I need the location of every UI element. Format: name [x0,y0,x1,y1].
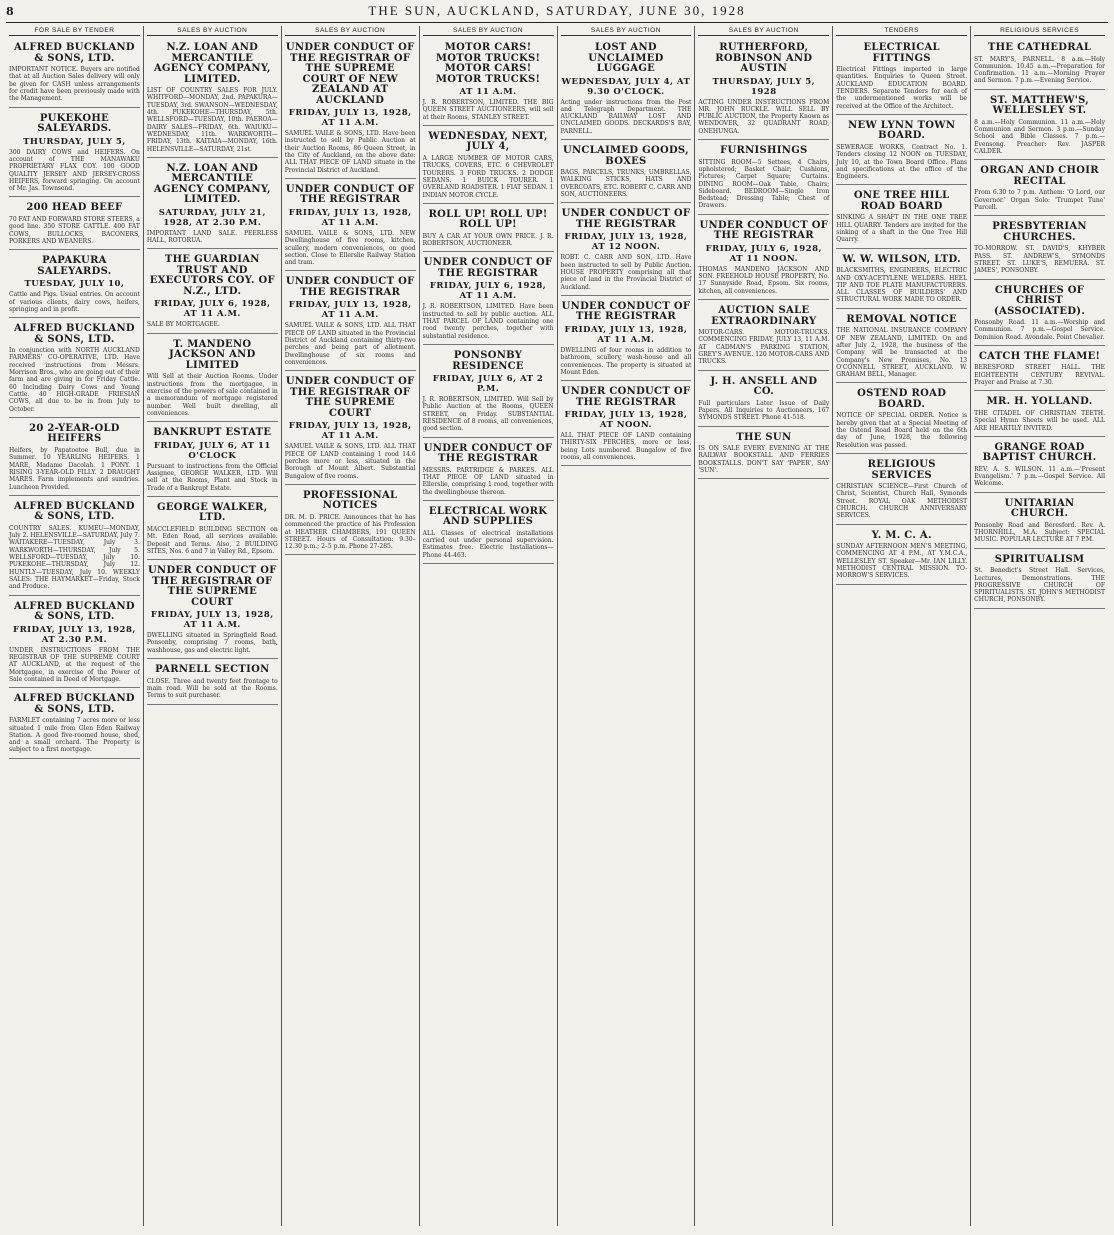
advertisement [285,487,416,556]
ad-body: 300 DAIRY COWS and HEIFERS. On account of THE MANAWAKU PROPRIETARY FLAX COY. 100 GOOD QUALITY JERSEY AND JERSEY-CROSS HEIFERS, forward springing. On account of Mr. Jas. Townsend. [9,148,140,193]
advertisement [561,205,692,296]
ad-date: FRIDAY, JULY 13, 1928, AT 11 A.M. [288,207,412,228]
ad-body: BUY A CAR AT YOUR OWN PRICE. J. R. ROBERTSON, AUCTIONEER. [422,232,554,248]
ad-body: SALE BY MORTGAGEE. [146,321,220,329]
ad-date: WEDNESDAY, JULY 4, AT 9.30 O'CLOCK. [561,76,691,97]
advertisement [836,39,967,115]
ad-heading: W. W. WILSON, LTD. [842,253,961,265]
ad-heading: UNDER CONDUCT OF THE REGISTRAR [423,442,553,465]
ad-date: TUESDAY, JULY 10, [24,279,125,290]
ad-body: SITTING ROOM—5 Settees, 4 Chairs, upholstered; Basket Chair; Cushions, Pictures; Carpet Square; Curtains. DINING ROOM—Oak Table, Chairs; Sideboard. BEDROOM—Single Iron Bedstead; Dressing Table; Chest of Drawers. [698,158,830,210]
masthead-title: THE SUN, AUCKLAND, SATURDAY, JUNE 30, 1928 [368,3,746,18]
advertisement [9,320,140,418]
ad-heading: UNDER CONDUCT OF THE REGISTRAR OF THE SUPREME COURT [285,376,415,419]
advertisement [974,439,1105,493]
ad-heading: FURNISHINGS [720,145,808,157]
ad-body: MESSRS. PARTRIDGE & PARKES. ALL THAT PIECE OF LAND situated in Ellerslie, comprising 1 rood, together with the dwellinghouse thereon. [422,466,554,496]
ad-date: FRIDAY, JULY 13, 1928, AT 11 A.M. [288,421,412,442]
column-4 [420,26,558,1226]
advertisement [9,598,140,689]
ad-heading: UNDER CONDUCT OF THE REGISTRAR OF THE SUPREME COURT [147,565,277,608]
ad-heading: 200 HEAD BEEF [26,202,123,214]
ad-heading: NEW LYNN TOWN BOARD. [848,119,956,142]
ad-date: FRIDAY, JULY 13, 1928, AT 11 A.M. [150,610,274,631]
ad-body: IMPORTANT NOTICE. Buyers are notified that at all Auction Sales delivery will only be given for CASH unless arrangements for credit have been previously made with the Management. [9,66,140,103]
ad-body: Cattle and Pigs. Usual entries. On account of various clients, dairy cows, heifers, springing and in profit. [9,291,140,313]
advertisement [147,336,278,422]
ad-heading: MOTOR CARS! MOTOR TRUCKS! MOTOR CARS! MOTOR TRUCKS! [435,42,541,85]
ad-date: AT 11 A.M. [459,87,517,97]
advertisement [423,503,554,564]
ad-heading: UNDER CONDUCT OF THE REGISTRAR [285,276,415,298]
masthead [6,0,1108,23]
ad-heading: UNITARIAN CHURCH. [1004,497,1075,520]
ad-body: LIST OF COUNTRY SALES FOR JULY. WHITFORD—MONDAY, 2nd. PAPAKURA—TUESDAY, 3rd. SWANSON—WEDNESDAY, 4th. PUKEKOHE—THURSDAY, 5th. WELLSFORD—TUESDAY, 10th. PAEROA—DAIRY SALES—FRIDAY, 6th. WAIUKU—WEDNESDAY, 11th. WARKWORTH—FRIDAY, 13th. KAITAIA—MONDAY, 16th. HELENSVILLE—SATURDAY, 21st. [146,87,278,153]
advertisement [147,251,278,333]
ad-heading: UNDER CONDUCT OF THE REGISTRAR [561,386,691,408]
ad-heading: ALFRED BUCKLAND & SONS, LTD. [13,42,135,64]
ad-heading: CHURCHES OF CHRIST (ASSOCIATED). [994,284,1086,317]
column-2 [144,26,282,1226]
ad-heading: PAPAKURA SALEYARDS. [37,255,112,277]
column-header: FOR SALE BY TENDER [9,26,140,36]
advertisement [9,252,140,318]
advertisement [974,393,1105,436]
ad-body: IMPORTANT LAND SALE. PEERLESS HALL, ROTORUA. [146,229,278,245]
columns [6,26,1108,1226]
advertisement [9,110,140,198]
ad-heading: ELECTRICAL WORK AND SUPPLIES [428,505,548,528]
ad-body: THE CITADEL OF CHRISTIAN TEETH. Special Hymn Sheets will be used. ALL ARE HEARTILY INVITED. [974,409,1105,432]
advertisement [698,302,829,371]
advertisement [561,383,692,466]
advertisement [698,142,829,215]
ad-body: BLACKSMITHS, ENGINEERS, ELECTRIC AND OXY-ACETYLENE WELDERS. HEEL TIP AND TOE PLATE MANUFACTURERS. ALL CLASSES OF BUILDERS' AND STRUCTURAL WORK MADE TO ORDER. [836,267,968,304]
ad-heading: T. MANDENO JACKSON AND LIMITED [169,338,256,371]
column-1 [6,26,144,1226]
advertisement [9,420,140,496]
ad-body: Ponsonby Road and Beresford. Rev. A. THORNHILL, M.A. Subject: SPECIAL MUSIC. POPULAR LECTURE AT 7 P.M. [974,521,1105,544]
advertisement [561,39,692,140]
ad-body: MOTOR-CARS. MOTOR-TRUCKS. COMMENCING FRIDAY, JULY 13, 11 A.M. AT CADMAN'S PARKING STATION, GREY'S AVENUE. 120 MOTOR-CARS AND TRUCKS. [698,329,830,366]
advertisement [285,39,416,179]
ad-date: THURSDAY, JULY 5, 1928 [712,76,816,97]
ad-body: MACCLEFIELD BUILDING SECTION on Mt. Eden Road, all services available. Deposit and Terms. Also, 2 BUILDING SITES, Nos. 6 and 7 in Valley Rd., Epsom. [146,525,278,555]
advertisement [423,254,554,345]
column-header: SALES BY AUCTION [698,26,829,36]
column-header: RELIGIOUS SERVICES [974,26,1105,36]
advertisement [9,498,140,596]
advertisement [974,218,1105,279]
ad-heading: UNCLAIMED GOODS, BOXES [562,145,689,167]
ad-body: Ponsonby Road. 11 a.m.—Worship and Communion. 7 p.m.—Gospel Service. Dominion Road. Avondale. Point Chevalier. [974,319,1105,341]
ad-heading: MR. H. YOLLAND. [986,396,1093,408]
ad-body: SEWERAGE WORKS, Contract No. 1. Tenders closing 12 NOON on TUESDAY, July 10, at the Town Board Office. Plans and specifications at the office of the Engineers. [836,143,968,181]
ad-heading: 20 2-YEAR-OLD HEIFERS [29,422,120,445]
advertisement [698,373,829,427]
ad-body: J. R. ROBERTSON, LIMITED. Will Sell by Public Auction at the Rooms, QUEEN STREET, on Friday. SUBSTANTIAL RESIDENCE of 8 rooms, all conveniences, good section. [422,396,554,433]
ad-heading: UNDER CONDUCT OF THE REGISTRAR [561,208,691,230]
ad-body: ACTING UNDER INSTRUCTIONS FROM MR. JOHN RUCKLE. WILL SELL BY PUBLIC AUCTION, the Property Known as WENDOVER, 32 QUADRANT ROAD, ONEHUNGA. [698,98,830,135]
advertisement [285,273,416,371]
advertisement [147,499,278,560]
ad-body: Heifers, by Papatoetoe Bull, due in Summer. 10 YEARLING HEIFERS. 1 MARE, Madame Dacolah. 1 PONY. 1 RISING 3-YEAR-OLD FILLY. 2 DRAUGHT MARES. Farm implements and sundries. Luncheon Provided. [9,446,140,491]
ad-body: SAMUEL VAILE & SONS, LTD. Have been instructed to sell by Public Auction at their Auction Rooms, 86 Queen Street, in the City of Auckland, on the above date: ALL THAT PIECE OF LAND situate in the Provincial District of Auckland. [284,130,416,174]
ad-body: DR. M. D. PRICE. Announces that he has commenced the practice of his Profession at HEATHER CHAMBERS, 191 QUEEN STREET. Hours of Consultation: 9.30–12.30 p.m.; 2–5 p.m. Phone 27-285. [284,513,416,551]
ad-heading: UNDER CONDUCT OF THE REGISTRAR [423,257,553,279]
ad-body: Full particulars Later Issue of Daily Papers. All Inquiries to Auctioneers. 167 SYMONDS STREET. Phone 41-518. [698,399,830,422]
advertisement [147,424,278,497]
ad-body: ALL Classes of electrical installations carried out under personal supervision. Estimates free. Electric Installations—Phone 44-463. [422,529,554,559]
ad-heading: N.Z. LOAN AND MERCANTILE AGENCY COMPANY, LIMITED. [153,162,271,206]
column-header: SALES BY AUCTION [561,26,692,36]
ad-heading: UNDER CONDUCT OF THE REGISTRAR [561,300,691,323]
ad-body: COUNTRY SALES. KUMEU—MONDAY, July 2. HELENSVILLE—SATURDAY, July 7. WAITAKERE—TUESDAY, July 3. WARKWORTH—THURSDAY, July 5. WELLSFORD—TUESDAY, July 10. PUKEKOHE—THURSDAY, July 12. HUNTLY—TUESDAY, July 10. WEEKLY SALES: THE HAYMARKET—Friday, Stock and Produce. [9,524,140,591]
ad-heading: THE SUN [736,431,792,443]
advertisement [147,160,278,250]
advertisement [147,39,278,158]
ad-body: CLOSE. Three and twenty feet frontage to main road. Will be sold at the Rooms. Terms to suit purchaser. [146,677,278,700]
advertisement [9,690,140,759]
ad-date: SATURDAY, JULY 21, 1928, AT 2.30 P.M. [158,207,266,228]
ad-heading: UNDER CONDUCT OF THE REGISTRAR [699,219,829,242]
ad-body: SINKING A SHAFT IN THE ONE TREE HILL QUARRY. Tenders are invited for the sinking of a shaft in the One Tree Hill Quarry. [836,214,968,244]
ad-body: Will Sell at their Auction Rooms. Under instructions from the mortgagee, in exercise of the powers of sale contained in a memorandum of mortgage registered number. Well built dwelling, all conveniences. [146,373,278,417]
ad-heading: ALFRED BUCKLAND & SONS, LTD. [13,600,135,623]
ad-heading: ONE TREE HILL ROAD BOARD [853,190,950,212]
ad-heading: THE CATHEDRAL [987,42,1092,53]
ad-heading: AUCTION SALE EXTRAORDINARY [711,305,817,327]
advertisement [836,117,967,186]
ad-body: ST. MARY'S, PARNELL. 8 a.m.—Holy Communion. 10.45 a.m.—Preparation for Confirmation. 11 a.m.—Morning Prayer and Sermon. 7 p.m.—Evening Service. [974,55,1105,85]
ad-body: IS ON SALE EVERY EVENING AT THE RAILWAY BOOKSTALL AND FERRIES BOOKSTALLS. DON'T SAY 'PAPER', SAY 'SUN'. [698,445,830,474]
advertisement [423,206,554,253]
ad-heading: LOST AND UNCLAIMED LUGGAGE [588,42,664,74]
ad-heading: PARNELL SECTION [155,664,270,676]
ad-body: DWELLING of four rooms in addition to bathroom, scullery, wash-house and all conveniences. The property is situated at Mount Eden. [560,346,692,376]
ad-date: FRIDAY, JULY 6, 1928, AT 11 NOON. [705,243,822,264]
ad-body: FARMLET containing 7 acres more or less situated 1 mile from Glen Eden Railway Station. A good five-roomed house, shed, and a small orchard. The Property is subject to a first mortgage. [9,717,140,754]
advertisement [423,347,554,438]
ad-date: FRIDAY, JULY 6, 1928, AT 11 A.M. [429,281,547,302]
ad-body: THOMAS MANDENO JACKSON AND SON. FREEHOLD HOUSE PROPERTY, No. 17 Sunnyside Road, Epsom. Six rooms, kitchen, all conveniences. [698,265,830,295]
column-6 [695,26,833,1226]
ad-heading: CATCH THE FLAME! [978,350,1101,362]
ad-date: FRIDAY, JULY 6, AT 2 P.M. [432,374,544,394]
advertisement [285,373,416,485]
advertisement [836,187,967,248]
column-3 [282,26,420,1226]
ad-date: FRIDAY, JULY 13, 1928, AT 2.30 P.M. [13,624,136,645]
ad-body: REV. A. S. WILSON. 11 a.m.—'Present Evangelism.' 7 p.m.—Gospel Service. All Welcome. [974,465,1105,488]
ad-body: SAMUEL VAILE & SONS, LTD. ALL THAT PIECE OF LAND situated in the Provincial District of Auckland containing thirty-two perches and being part of allotment. Dwellinghouse of six rooms and conveniences. [284,322,416,366]
ad-heading: PONSONBY RESIDENCE [452,350,524,372]
column-8 [971,26,1108,1226]
ad-heading: PRESBYTERIAN CHURCHES. [992,221,1087,243]
advertisement [974,551,1105,609]
column-header: SALES BY AUCTION [423,26,554,36]
ad-heading: Y. M. C. A. [871,529,932,541]
ad-body: Acting under instructions from the Post and Telegraph Department. THE AUCKLAND RAILWAY LOST AND UNCLAIMED GOODS. DECKARDS'S BAY, PARNELL. [560,98,692,135]
advertisement [974,162,1105,216]
ad-heading: RUTHERFORD, ROBINSON AND AUSTIN [715,42,813,74]
advertisement [147,562,278,659]
advertisement [836,527,967,585]
ad-body: CHRISTIAN SCIENCE—First Church of Christ, Scientist, Church Hall, Symonds Street. ROYAL OAK METHODIST CHURCH. CHURCH ANNIVERSARY SERVICES. [836,483,968,520]
ad-date: FRIDAY, JULY 6, AT 11 O'CLOCK [153,440,271,461]
advertisement [698,217,829,300]
ad-heading: GEORGE WALKER, LTD. [157,501,268,524]
advertisement [147,661,278,704]
ad-body: DWELLING situated in Springfield Road. Ponsonby, comprising 7 rooms, bath, washhouse, gas and electric light. [146,632,278,654]
ad-heading: ALFRED BUCKLAND & SONS, LTD. [13,500,135,523]
advertisement [423,39,554,126]
ad-heading: J. H. ANSELL AND CO. [710,375,818,398]
ad-heading: ALFRED BUCKLAND & SONS, LTD. [13,323,135,345]
ad-date: FRIDAY, JULY 6, 1928, AT 11 A.M. [154,299,271,320]
ad-heading: RELIGIOUS SERVICES [867,459,936,481]
column-7 [833,26,971,1226]
ad-heading: ALFRED BUCKLAND & SONS, LTD. [13,693,135,715]
advertisement [974,92,1105,161]
ad-body: TO-MORROW. ST. DAVID'S, KHYBER PASS. ST. ANDREW'S, SYMONDS STREET. ST. LUKE'S, REMUERA. ST. JAMES', PONSONBY. [974,245,1105,275]
ad-body: In conjunction with NORTH AUCKLAND FARMERS' CO-OPERATIVE, LTD. Have received instructions from Messrs. Morrison Bros., who are going out of their farm and are giving in for Friday Cattle. 60 Including Dairy Cows and Young Cattle. 40 HIGH-GRADE FRIESIAN COWS, all due to be in from July to October. [9,347,140,413]
ad-date: FRIDAY, JULY 13, 1928, AT 12 NOON. [564,232,688,253]
ad-heading: N.Z. LOAN AND MERCANTILE AGENCY COMPANY, LIMITED. [153,42,271,85]
ad-date: FRIDAY, JULY 13, 1928, AT 11 A.M. [564,324,688,345]
advertisement [423,440,554,501]
ad-heading: ORGAN AND CHOIR RECITAL [980,165,1099,187]
advertisement [561,142,692,203]
ad-heading: PROFESSIONAL NOTICES [302,489,398,512]
ad-body: NOTICE OF SPECIAL ORDER. Notice is hereby given that at a Special Meeting of the Ostend Road Board held on the 6th day of June, 1928, the following Resolution was passed. [836,412,968,449]
advertisement [974,282,1105,346]
ad-heading: THE GUARDIAN TRUST AND EXECUTORS COY. OF N.Z., LTD. [149,254,275,297]
ad-heading: ROLL UP! ROLL UP! ROLL UP! [428,208,548,231]
ad-body: BAGS, PARCELS, TRUNKS, UMBRELLAS, WALKING STICKS, HATS AND OVERCOATS, ETC. ROBERT C. CARR AND SON, AUCTIONEERS. [560,169,692,198]
ad-body: Pursuant to instructions from the Official Assignee, GEORGE WALKER, LTD. Will sell at the Rooms, Plant and Stock in Trade of a Bankrupt Estate. [146,462,278,492]
ad-body: ALL THAT PIECE OF LAND containing THIRTY-SIX PERCHES, more or less, being Lots numbered. Bungalow of five rooms, all conveniences. [560,432,692,462]
ad-body: SUNDAY AFTERNOON MEN'S MEETING, COMMENCING AT 4 P.M., AT Y.M.C.A., WELLESLEY ST. Speaker—Mr. IAN LILLY. METHODIST CENTRAL MISSION. TO-MORROW'S SERVICES. [836,543,968,580]
column-header: SALES BY AUCTION [285,26,416,36]
advertisement [9,39,140,108]
advertisement [285,181,416,272]
ad-heading: SPIRITUALISM [994,553,1085,565]
ad-body: J. R. ROBERTSON, LIMITED. THE BIG QUEEN STREET AUCTIONEERS, will sell at their Rooms, STANLEY STREET. [422,99,554,121]
advertisement [974,39,1105,90]
ad-body: 8 a.m.—Holy Communion. 11 a.m.—Holy Communion and Sermon. 3 p.m.—Sunday School and Bible Classes. 7 p.m.—Evensong. Preacher: Rev. JASPER CALDER. [974,118,1105,155]
advertisement [836,456,967,525]
column-header: SALES BY AUCTION [147,26,278,36]
page-number: 8 [6,4,14,18]
ad-body: A LARGE NUMBER OF MOTOR CARS, TRUCKS, COVERS, ETC. 6 CHEVROLET TOURERS. 3 FORD TRUCKS. 2 DODGE SEDANS. 1 BUICK TOURER. 1 OVERLAND ROADSTER. 1 FIAT SEDAN. 1 INDIAN MOTOR CYCLE. [422,154,554,199]
ad-body: UNDER INSTRUCTIONS FROM THE REGISTRAR OF THE SUPREME COURT AT AUCKLAND, at the request of the Mortgagee, in exercise of the Power of Sale contained in Deed of Mortgage. [9,646,140,683]
column-5 [558,26,696,1226]
ad-heading: PUKEKOHE SALEYARDS. [37,112,112,135]
ad-body: Electrical Fittings imported in large quantities. Enquiries to Queen Street. AUCKLAND EDUCATION BOARD. TENDERS. Separate Tenders for each of the undermentioned works will be received at the Office of the Architect. [836,66,968,110]
ad-heading: WEDNESDAY, NEXT, JULY 4, [428,130,548,153]
advertisement [561,298,692,381]
ad-heading: UNDER CONDUCT OF THE REGISTRAR [285,183,415,206]
advertisement [836,251,967,309]
ad-body: 70 FAT AND FORWARD STORE STEERS, a good line. 350 STORE CATTLE. 400 FAT COWS, BULLOCKS, BACONERS, PORKERS AND WEANERS. [9,215,140,245]
advertisement [836,311,967,384]
ad-heading: REMOVAL NOTICE [846,313,957,325]
advertisement [698,429,829,480]
ad-body: ROBT. C. CARR AND SON, LTD. Have been instructed to sell by Public Auction. HOUSE PROPERTY comprising all that piece of land in the Provincial District of Auckland. [560,254,692,291]
ad-body: SAMUEL VAILE & SONS, LTD. ALL THAT PIECE OF LAND containing 1 rood 14.6 perches more or less, situated in the Borough of Mount Albert. Substantial Bungalow of five rooms. [284,443,416,480]
ad-body: SAMUEL VAILE & SONS, LTD. NEW Dwellinghouse of five rooms, kitchen, scullery, modern conveniences, on good section. Close to Ellerslie Railway Station and tram. [284,229,416,267]
ad-date: FRIDAY, JULY 13, 1928, AT 11 A.M. [288,108,412,128]
ad-heading: GRANGE ROAD BAPTIST CHURCH. [982,441,1097,464]
ad-body: THE NATIONAL INSURANCE COMPANY OF NEW ZEALAND, LIMITED. On and after July 2, 1928, the business of the Company will be transacted at the Company's New Premises, No. 13 O'CONNELL STREET, AUCKLAND. W. GRAHAM BELL, Manager. [836,327,968,379]
ad-heading: BANKRUPT ESTATE [153,427,272,439]
ad-body: From 6.30 to 7 p.m. Anthem: 'O Lord, our Governor.' Organ Solo: 'Trumpet Tune' Purcell. [974,189,1105,211]
ad-date: THURSDAY, JULY 5, [23,136,126,147]
ad-heading: UNDER CONDUCT OF THE REGISTRAR OF THE SUPREME COURT OF NEW ZEALAND AT AUCKLAND [285,42,415,106]
ad-body: BERESFORD STREET HALL. THE EIGHTEENTH CENTURY REVIVAL. Prayer and Praise at 7.30. [974,364,1105,387]
advertisement [974,348,1105,391]
advertisement [836,385,967,454]
ad-body: St. Benedict's Street Hall. Services, Lectures, Demonstrations. THE PROGRESSIVE CHURCH OF SPIRITUALISTS. ST. JOHN'S METHODIST CHURCH, PONSONBY. [974,567,1105,604]
ad-date: FRIDAY, JULY 13, 1928, AT 11 A.M. [288,300,412,321]
ad-heading: OSTEND ROAD BOARD. [857,388,947,410]
advertisement [698,39,829,140]
ad-heading: ST. MATTHEW'S, WELLESLEY ST. [990,94,1090,117]
advertisement [423,128,554,204]
ad-heading: ELECTRICAL FITTINGS [863,42,940,64]
column-header: TENDERS [836,26,967,36]
advertisement [974,495,1105,549]
advertisement [9,199,140,250]
ad-body: J. R. ROBERTSON, LIMITED. Have been instructed to sell by public auction. ALL THAT PARCEL OF LAND containing one rood twenty perches, together with substantial residence. [422,303,554,340]
ad-date: FRIDAY, JULY 13, 1928, AT NOON. [564,410,688,431]
